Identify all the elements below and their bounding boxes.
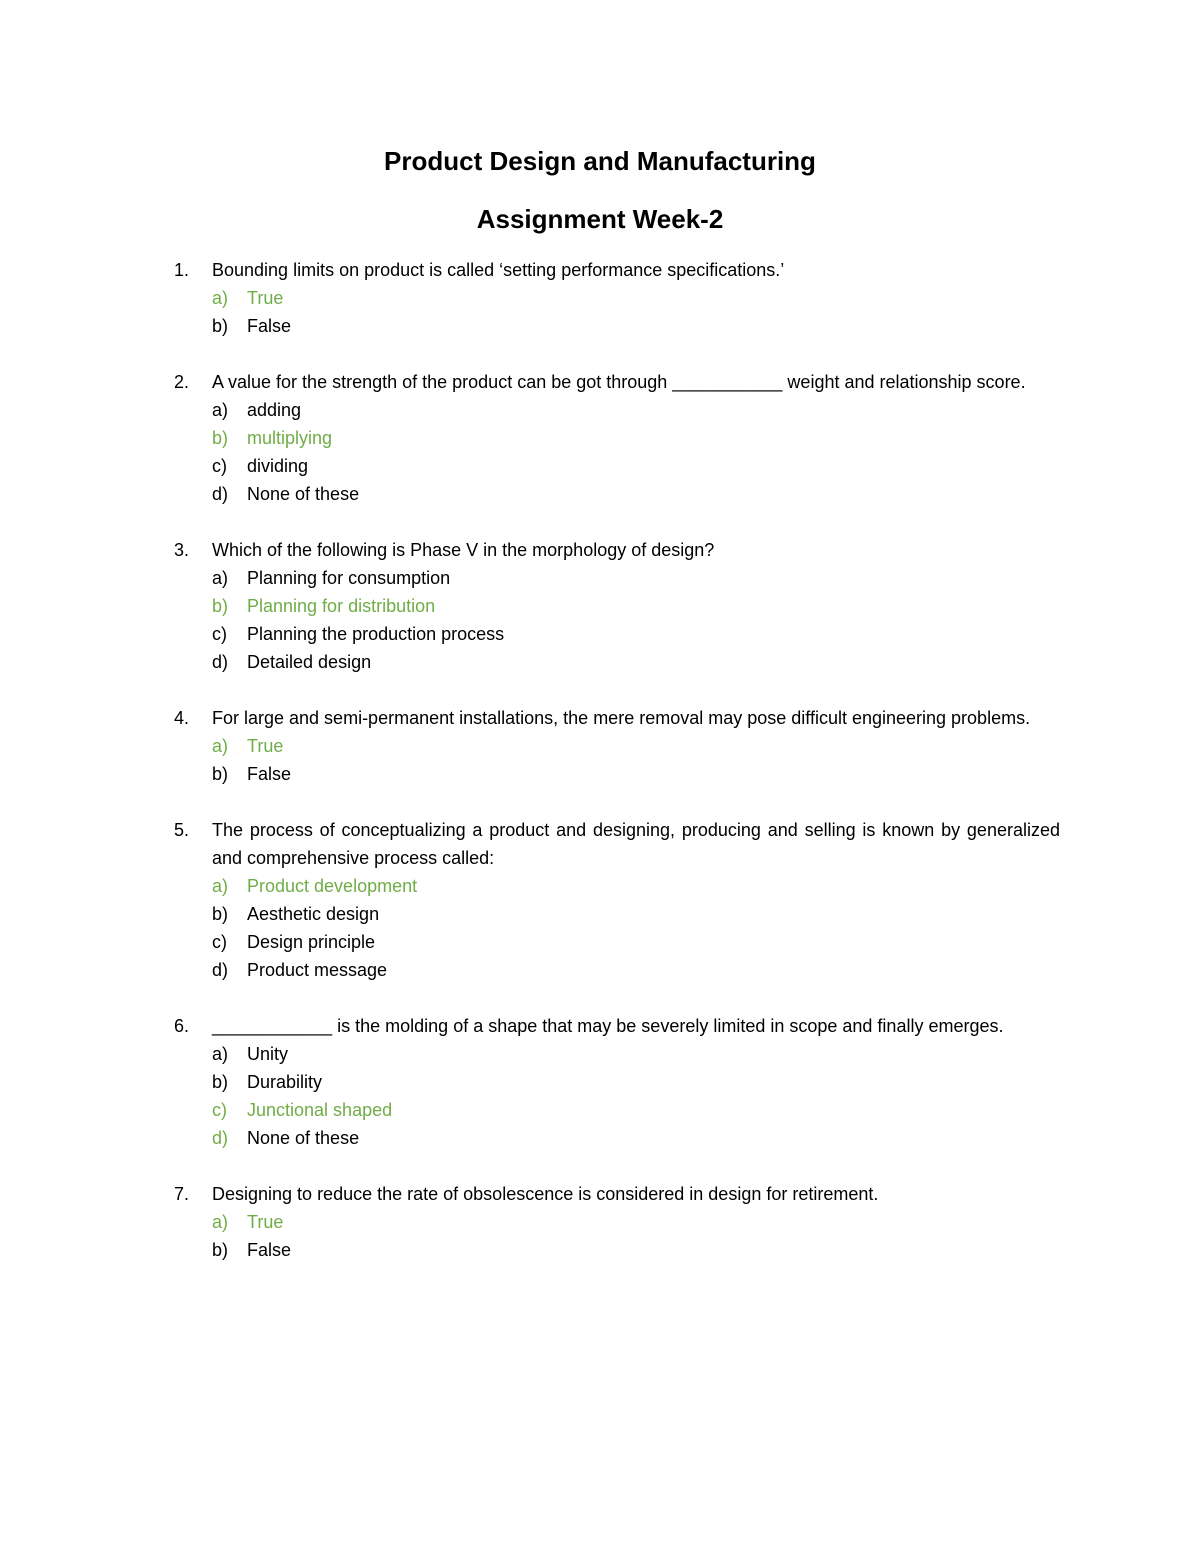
- option-text: True: [247, 288, 284, 308]
- option-letter: b): [212, 316, 229, 336]
- option-item: [212, 620, 1060, 648]
- option-text: False: [247, 316, 292, 336]
- option-text: Planning the production process: [247, 624, 505, 644]
- option-text: dividing: [247, 456, 309, 476]
- question-number: 4.: [174, 708, 190, 728]
- option-item-correct: [212, 284, 1060, 312]
- option-text: Product development: [247, 876, 418, 896]
- option-item: [212, 396, 1060, 424]
- option-text: Durability: [247, 1072, 323, 1092]
- option-text: Detailed design: [247, 652, 372, 672]
- option-text: None of these: [247, 1128, 360, 1148]
- option-letter: b): [212, 1240, 229, 1260]
- option-text: False: [247, 764, 292, 784]
- question-number: 6.: [174, 1016, 190, 1036]
- question-item: [174, 256, 1060, 340]
- option-item-correct: [212, 872, 1060, 900]
- option-letter: a): [212, 876, 229, 896]
- option-list: [212, 284, 1060, 340]
- question-text: For large and semi-permanent installations, the mere removal may pose difficult engineering problems.: [212, 708, 1031, 728]
- document-title: Product Design and Manufacturing: [384, 146, 816, 176]
- document-subtitle: Assignment Week-2: [476, 204, 724, 234]
- option-text: False: [247, 1240, 292, 1260]
- question-item: [174, 368, 1060, 508]
- option-text: True: [247, 1212, 284, 1232]
- option-letter: c): [212, 932, 227, 952]
- option-item: [212, 900, 1060, 928]
- option-letter: a): [212, 1044, 229, 1064]
- option-text: Planning for distribution: [247, 596, 436, 616]
- question-number: 1.: [174, 260, 190, 280]
- option-text: True: [247, 736, 284, 756]
- option-text: multiplying: [247, 428, 333, 448]
- option-item: [212, 452, 1060, 480]
- option-item: [212, 928, 1060, 956]
- option-letter: c): [212, 1100, 227, 1120]
- option-item: [212, 1068, 1060, 1096]
- option-letter: a): [212, 400, 229, 420]
- option-text: Aesthetic design: [247, 904, 380, 924]
- option-letter: c): [212, 456, 227, 476]
- question-text: ____________ is the molding of a shape that may be severely limited in scope and finally emerges.: [212, 1016, 1004, 1036]
- question-number: 3.: [174, 540, 190, 560]
- option-list: [212, 1208, 1060, 1264]
- option-text: Planning for consumption: [247, 568, 451, 588]
- option-text: Product message: [247, 960, 388, 980]
- option-letter: a): [212, 568, 229, 588]
- question-item: [174, 536, 1060, 676]
- option-item: [212, 648, 1060, 676]
- option-letter: a): [212, 1212, 229, 1232]
- option-letter: a): [212, 736, 229, 756]
- option-item: [212, 312, 1060, 340]
- option-item-correct: [212, 1208, 1060, 1236]
- option-letter: b): [212, 596, 229, 616]
- question-text: Bounding limits on product is called ‘setting performance specifications.’: [212, 260, 785, 280]
- question-item: [174, 1012, 1060, 1152]
- option-text: Design principle: [247, 932, 376, 952]
- option-item: [212, 1124, 1060, 1152]
- question-text: The process of conceptualizing a product and designing, producing and selling is known by generalized and comprehensive process called:: [212, 820, 1060, 868]
- option-letter: b): [212, 428, 229, 448]
- option-letter: a): [212, 288, 229, 308]
- option-list: [212, 872, 1060, 984]
- question-item: [174, 1180, 1060, 1264]
- option-list: [212, 1040, 1060, 1152]
- question-item: [174, 704, 1060, 788]
- option-item-correct: [212, 1096, 1060, 1124]
- question-number: 7.: [174, 1184, 190, 1204]
- option-item: [212, 760, 1060, 788]
- question-list: [174, 256, 1060, 1292]
- question-text: Designing to reduce the rate of obsolescence is considered in design for retirement.: [212, 1184, 879, 1204]
- option-item: [212, 956, 1060, 984]
- option-item: [212, 564, 1060, 592]
- option-list: [212, 396, 1060, 508]
- option-text: Unity: [247, 1044, 289, 1064]
- option-item: [212, 1040, 1060, 1068]
- question-number: 2.: [174, 372, 190, 392]
- option-letter: d): [212, 1128, 229, 1148]
- option-item-correct: [212, 424, 1060, 452]
- option-item-correct: [212, 732, 1060, 760]
- option-letter: d): [212, 652, 229, 672]
- question-text: A value for the strength of the product can be got through ___________ weight and relationship score.: [212, 372, 1026, 392]
- question-number: 5.: [174, 820, 190, 840]
- option-letter: b): [212, 764, 229, 784]
- option-list: [212, 732, 1060, 788]
- option-list: [212, 564, 1060, 676]
- option-item: [212, 1236, 1060, 1264]
- option-item-correct: [212, 592, 1060, 620]
- option-text: Junctional shaped: [247, 1100, 393, 1120]
- option-text: adding: [247, 400, 302, 420]
- option-letter: b): [212, 1072, 229, 1092]
- option-letter: d): [212, 960, 229, 980]
- option-text: None of these: [247, 484, 360, 504]
- option-item: [212, 480, 1060, 508]
- question-item: [174, 816, 1060, 984]
- option-letter: b): [212, 904, 229, 924]
- option-letter: d): [212, 484, 229, 504]
- question-text: Which of the following is Phase V in the morphology of design?: [212, 540, 715, 560]
- option-letter: c): [212, 624, 227, 644]
